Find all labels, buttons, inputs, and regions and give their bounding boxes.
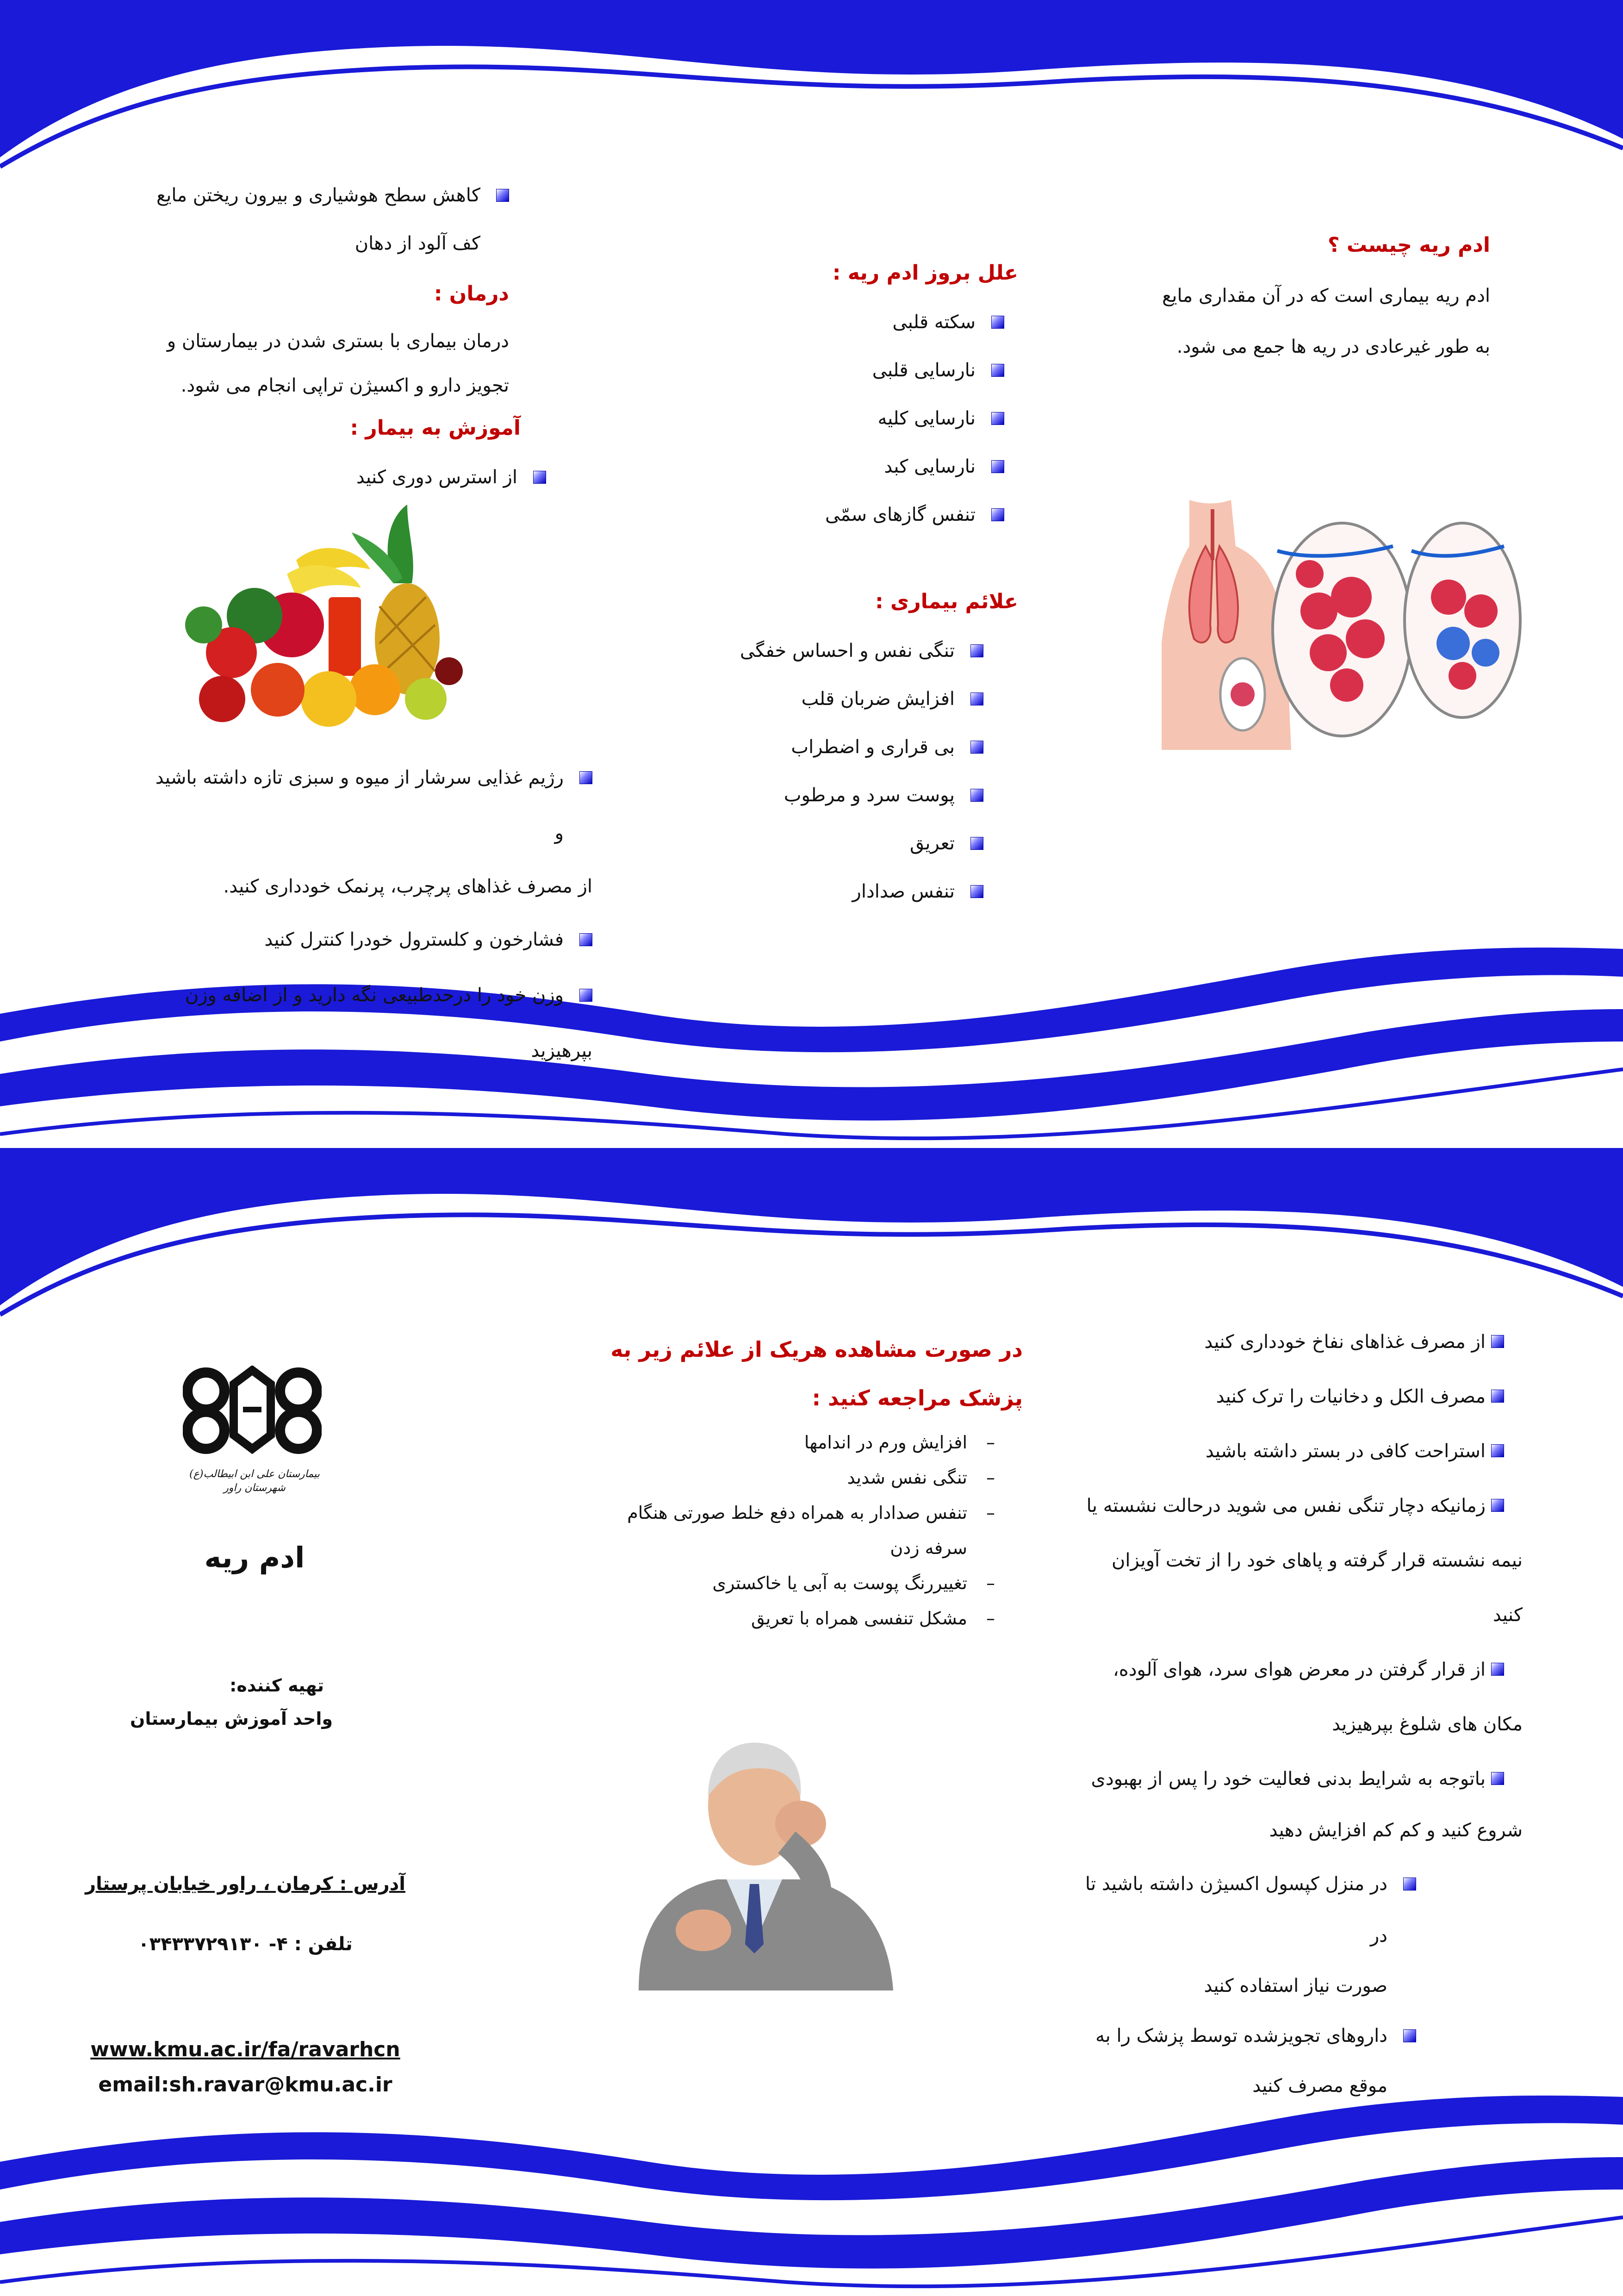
list-item: تعریق xyxy=(722,819,983,867)
contact-block xyxy=(83,1866,407,1963)
list-item: وزن خود را درحدطبیعی نگه دارید و از اضافه وزن xyxy=(148,967,592,1023)
square-bullet-icon xyxy=(991,460,1004,473)
list-item: نارسایی کبد xyxy=(722,443,1004,491)
treatment-heading: درمان : xyxy=(434,282,509,306)
warning-list xyxy=(606,1425,995,1636)
square-bullet-icon xyxy=(970,741,983,754)
section-education xyxy=(148,414,546,501)
square-bullet-icon xyxy=(1491,1335,1504,1348)
brochure-page-2 xyxy=(0,1148,1623,2296)
list-item-continuation: نیمه نشسته قرار گرفته و پاهای خود را از تخت آویزان کنید xyxy=(1112,1550,1523,1626)
section-diet xyxy=(148,750,592,1079)
web-contact-block xyxy=(69,2032,421,2103)
treatment-line-2: تجویز دارو و اکسیژن تراپی انجام می شود. xyxy=(180,375,509,396)
causes-heading: علل بروز ادم ریه : xyxy=(832,261,1018,285)
list-item-continuation: سرفه زدن xyxy=(890,1538,967,1558)
email-link[interactable]: email:sh.ravar@kmu.ac.ir xyxy=(98,2073,392,2096)
square-bullet-icon xyxy=(970,644,983,657)
list-item: رژیم غذایی سرشار از میوه و سبزی تازه داشته باشید و xyxy=(148,750,592,861)
square-bullet-icon xyxy=(970,693,983,705)
what-is-line-2: به طور غیرعادی در ریه ها جمع می شود. xyxy=(1176,336,1490,357)
list-item: افزایش ضربان قلب xyxy=(722,675,983,723)
list-item: – افزایش ورم در اندامها xyxy=(804,1432,995,1453)
list-item: داروهای تجویزشده توسط پزشک را به xyxy=(1083,2010,1416,2062)
list-item-continuation: موقع مصرف کنید xyxy=(1252,2075,1387,2096)
square-bullet-icon xyxy=(1403,2029,1416,2042)
logo-caption: بیمارستان علی ابن ابیطالب(ع) شهرستان راور xyxy=(189,1468,320,1494)
coughing-man-image xyxy=(611,1731,907,1990)
list-item: کاهش سطح هوشیاری و بیرون ریختن مایع xyxy=(148,171,509,219)
list-item: – تنگی نفس شدید xyxy=(847,1467,995,1488)
list-item: بی قراری و اضطراب xyxy=(722,723,983,771)
hospital-logo xyxy=(183,1366,322,1467)
what-is-line-1: ادم ریه بیماری است که در آن مقداری مایع xyxy=(1162,285,1490,306)
section-symptoms xyxy=(722,588,1018,916)
list-item: از قرار گرفتن در معرض هوای سرد، هوای آلوده، xyxy=(1083,1642,1523,1697)
list-item: مصرف الکل و دخانیات را ترک کنید xyxy=(1083,1369,1523,1424)
list-item-continuation: صورت نیاز استفاده کنید xyxy=(1204,1975,1387,1997)
list-item-continuation: کف آلود از دهان xyxy=(354,233,480,254)
square-bullet-icon xyxy=(991,508,1004,521)
education-heading: آموزش به بیمار : xyxy=(350,416,521,440)
section-left-top xyxy=(148,171,509,268)
square-bullet-icon xyxy=(1491,1499,1504,1512)
list-item: از مصرف غذاهای نفاخ خودداری کنید xyxy=(1083,1315,1523,1369)
list-item: نارسایی کلیه xyxy=(722,394,1004,443)
brochure-title: ادم ریه xyxy=(204,1541,305,1574)
section-causes xyxy=(722,259,1018,539)
square-bullet-icon xyxy=(1491,1390,1504,1403)
list-item: سکته قلبی xyxy=(722,298,1004,346)
top-wave-decoration xyxy=(0,1148,1623,1342)
square-bullet-icon xyxy=(496,189,509,202)
square-bullet-icon xyxy=(991,412,1004,425)
list-item-continuation: شروع کنید و کم کم افزایش دهید xyxy=(1269,1820,1523,1841)
square-bullet-icon xyxy=(970,837,983,850)
list-item: تنفس صدادار xyxy=(722,867,983,916)
section-treatment xyxy=(148,280,509,408)
list-item: از استرس دوری کنید xyxy=(148,453,546,501)
list-item: باتوجه به شرایط بدنی فعالیت خود را پس از بهبودی xyxy=(1083,1752,1523,1806)
square-bullet-icon xyxy=(1403,1878,1416,1890)
section-what-is xyxy=(1129,231,1490,372)
symptoms-list xyxy=(722,627,983,916)
warning-heading-line-1: در صورت مشاهده هریک از علائم زیر به xyxy=(610,1337,1023,1362)
phone: تلفن : ۴- ۰۳۴۳۳۷۲۹۱۳۰ xyxy=(138,1934,353,1955)
website-link[interactable]: www.kmu.ac.ir/fa/ravarhcn xyxy=(90,2038,400,2061)
causes-list xyxy=(722,298,1004,539)
symptoms-heading: علائم بیماری : xyxy=(875,590,1018,613)
square-bullet-icon xyxy=(579,771,592,784)
square-bullet-icon xyxy=(991,316,1004,329)
square-bullet-icon xyxy=(970,885,983,898)
what-is-heading: ادم ریه چیست ؟ xyxy=(1328,233,1490,257)
list-item: نارسایی قلبی xyxy=(722,346,1004,394)
address: آدرس : کرمان ، راور خیابان پرستار xyxy=(85,1873,405,1895)
square-bullet-icon xyxy=(579,989,592,1002)
diet-list xyxy=(148,750,592,1079)
treatment-line-1: درمان بیماری با بستری شدن در بیمارستان و xyxy=(167,331,509,352)
list-item: تنفس گازهای سمّی xyxy=(722,491,1004,539)
list-item: فشارخون و کلسترول خودرا کنترل کنید xyxy=(148,912,592,967)
square-bullet-icon xyxy=(970,789,983,802)
lung-alveoli-illustration xyxy=(1162,491,1523,750)
care-list xyxy=(1083,1315,1523,1854)
square-bullet-icon xyxy=(579,933,592,946)
list-item-continuation: بپرهیزید xyxy=(531,1040,592,1061)
square-bullet-icon xyxy=(991,364,1004,377)
list-item: زمانیکه دچار تنگی نفس می شوید درحالت نشسته یا xyxy=(1083,1479,1523,1533)
list-item-continuation: از مصرف غذاهای پرچرب، پرنمک خودداری کنید. xyxy=(223,876,592,897)
prepared-label: تهیه کننده: xyxy=(230,1675,324,1696)
section-warning-signs xyxy=(606,1324,1023,1636)
top-wave-decoration xyxy=(0,0,1623,194)
section-care-instructions xyxy=(1083,1315,1523,2110)
square-bullet-icon xyxy=(533,471,546,484)
care-list-2 xyxy=(1083,1858,1416,2110)
list-item: – مشکل تنفسی همراه با تعریق xyxy=(751,1608,995,1628)
list-item: در منزل کپسول اکسیژن داشته باشید تا در xyxy=(1083,1858,1416,1962)
prepared-by: واحد آموزش بیمارستان xyxy=(130,1709,333,1729)
list-item: پوست سرد و مرطوب xyxy=(722,771,983,819)
list-item: – تغییررنگ پوست به آبی یا خاکستری xyxy=(712,1573,995,1593)
square-bullet-icon xyxy=(1491,1772,1504,1785)
warning-heading-line-2: پزشک مراجعه کنید : xyxy=(812,1385,1023,1410)
list-item: استراحت کافی در بستر داشته باشید xyxy=(1083,1424,1523,1479)
fruit-vegetables-image xyxy=(176,505,472,736)
education-first-item xyxy=(148,453,546,501)
prepared-by-block xyxy=(116,1669,347,1735)
list-item: تنگی نفس و احساس خفگی xyxy=(722,627,983,675)
square-bullet-icon xyxy=(1491,1444,1504,1457)
list-item: – تنفس صدادار به همراه دفع خلط صورتی هنگام xyxy=(627,1503,995,1523)
consciousness-item xyxy=(148,171,509,268)
list-item-continuation: مکان های شلوغ بپرهیزید xyxy=(1332,1714,1523,1735)
square-bullet-icon xyxy=(1491,1663,1504,1676)
